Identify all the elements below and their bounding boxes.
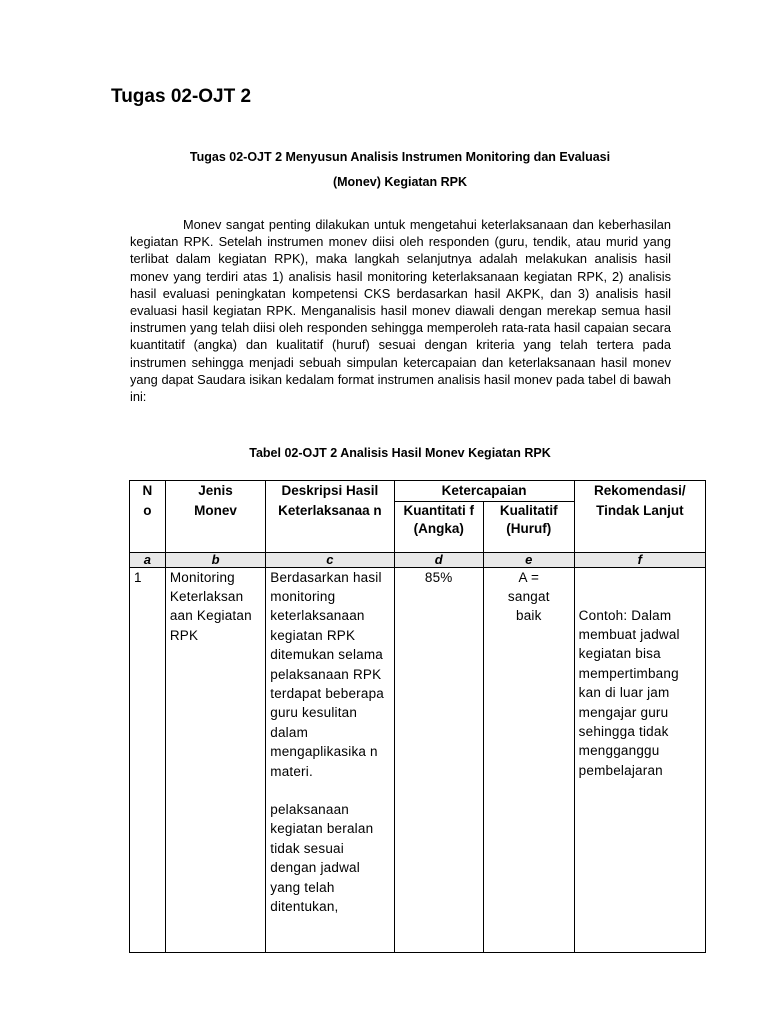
header-no: N o (130, 481, 166, 553)
row1-kuantitatif: 85% (394, 567, 483, 952)
table-row (130, 567, 706, 952)
row1-deskripsi-paragraph-1: Berdasarkan hasil monitoring keterlaksanaan kegiatan RPK ditemukan selama pelaksanaan RPK terdapat beberapa guru kesulitan dalam mengaplikasika n materi. (270, 569, 384, 779)
column-letter-e: e (483, 552, 574, 567)
intro-paragraph: Monev sangat penting dilakukan untuk mengetahui keterlaksanaan dan keberhasilan kegiatan RPK. Setelah instrumen monev diisi oleh responden (guru, tendik, atau murid yang terlibat dalam kegiatan RPK), maka langkah selanjutnya adalah melakukan analisis hasil monev yang terdiri atas 1) analisis hasil monitoring keterlaksanaan kegiatan RPK, 2) analisis hasil evaluasi peningkatan kompetensi CKS berdasarkan hasil AKPK, dan 3) analisis hasil evaluasi hasil kegiatan RPK. Menganalisis hasil monev diawali dengan merekap semua hasil instrumen yang telah diisi oleh responden sehingga memperoleh rata-rata hasil capaian secara kuantitatif (angka) dan kualitatif (huruf) sesuai dengan kriteria yang telah tertera pada instrumen sehingga menjadi sebuah simpulan ketercapaian dan keterlaksanaan hasil monev yang dapat Saudara isikan kedalam format instrumen analisis hasil monev pada tabel di bawah ini: (130, 217, 671, 405)
column-letter-a: a (130, 552, 166, 567)
header-kuantitatif: Kuantitati f (Angka) (394, 501, 483, 552)
page-title: Tugas 02-OJT 2 (111, 86, 252, 107)
header-rekomendasi: Rekomendasi/ Tindak Lanjut (574, 481, 705, 553)
column-letter-f: f (574, 552, 705, 567)
header-kualitatif: Kualitatif (Huruf) (483, 501, 574, 552)
table-caption: Tabel 02-OJT 2 Analisis Hasil Monev Kegiatan RPK (249, 446, 551, 460)
deskripsi-spacer (270, 781, 389, 800)
row1-jenis-monev: Monitoring Keterlaksan aan Kegiatan RPK (165, 567, 265, 952)
table-header-row (130, 481, 706, 502)
column-letter-d: d (394, 552, 483, 567)
monev-analysis-table (129, 480, 706, 953)
header-deskripsi: Deskripsi Hasil Keterlaksanaa n (266, 481, 394, 553)
column-letter-c: c (266, 552, 394, 567)
row1-rekomendasi (574, 567, 705, 952)
row1-kualitatif: A = sangat baik (483, 567, 574, 952)
document-subtitle-line1: Tugas 02-OJT 2 Menyusun Analisis Instrumen Monitoring dan Evaluasi (189, 150, 611, 164)
row1-deskripsi (266, 567, 394, 952)
row1-deskripsi-paragraph-2: pelaksanaan kegiatan beralan tidak sesuai dengan jadwal yang telah ditentukan, (270, 801, 374, 914)
column-letter-row (130, 552, 706, 567)
column-letter-b: b (165, 552, 265, 567)
document-subtitle-line2: (Monev) Kegiatan RPK (332, 175, 468, 189)
row1-rekomendasi-text: Contoh: Dalam membuat jadwal kegiatan bisa mempertimbang kan di luar jam mengajar guru sehingga tidak mengganggu pembelajaran (578, 607, 680, 778)
header-jenis-monev: Jenis Monev (165, 481, 265, 553)
row1-no: 1 (130, 567, 166, 952)
header-ketercapaian: Ketercapaian (394, 481, 574, 502)
